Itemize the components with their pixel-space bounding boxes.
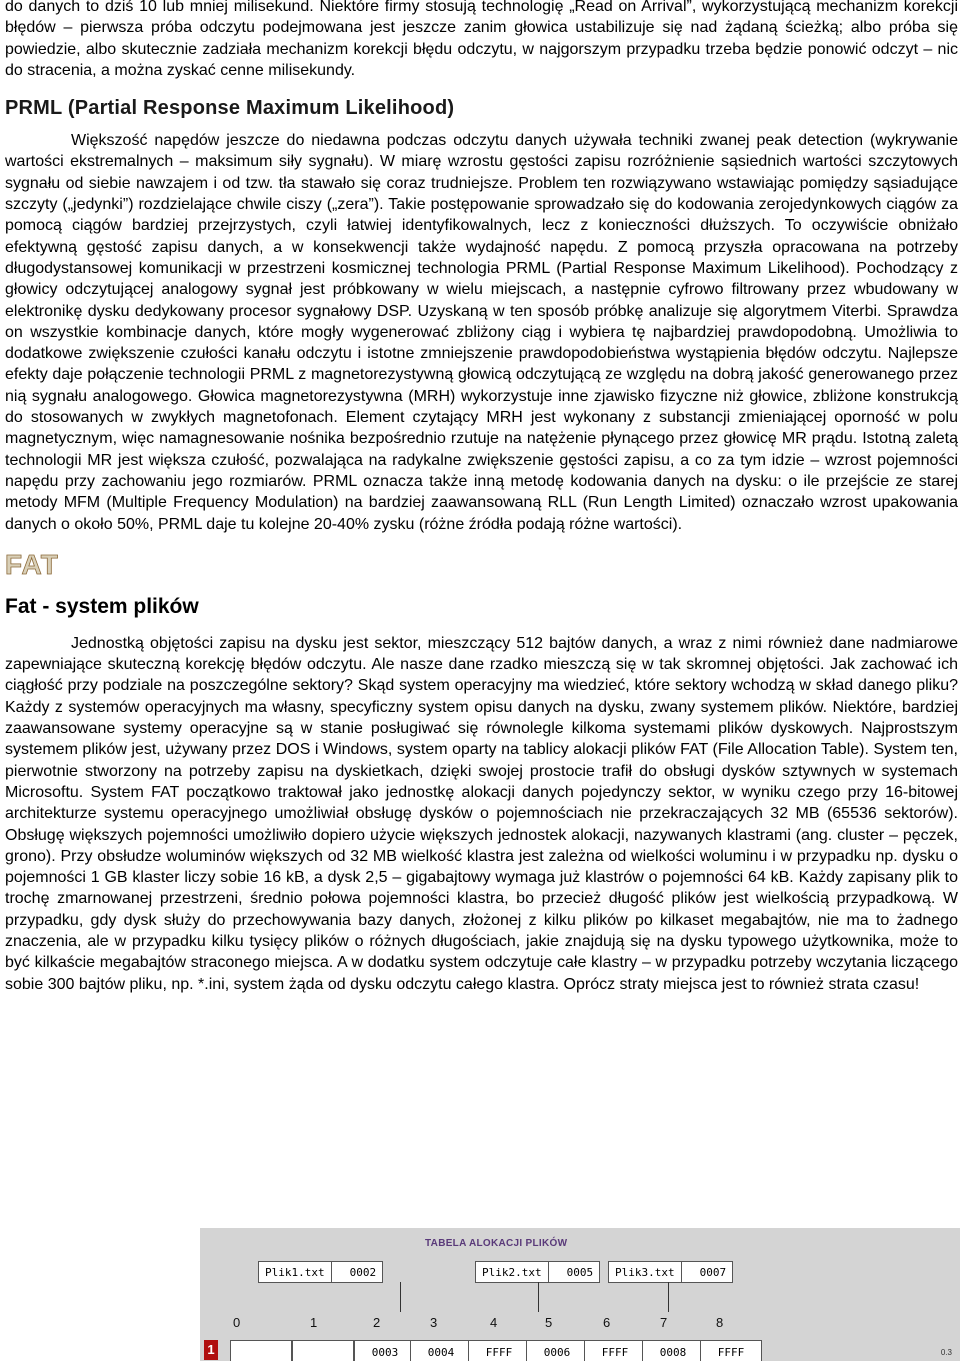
fat-table-figure (200, 1228, 960, 1361)
cluster-number: 7 (660, 1315, 668, 1330)
fat-cell: 0008 (642, 1340, 704, 1361)
cluster-number: 8 (716, 1315, 724, 1330)
cluster-number: 3 (430, 1315, 438, 1330)
file-name: Plik3.txt (615, 1265, 675, 1279)
figure-badge: 1 (204, 1340, 218, 1360)
fat-cell: FFFF (700, 1340, 762, 1361)
fat-cell: 0006 (526, 1340, 588, 1361)
figure-title: TABELA ALOKACJI PLIKÓW (425, 1238, 568, 1249)
cluster-number: 2 (373, 1315, 381, 1330)
cluster-number: 4 (490, 1315, 498, 1330)
prml-paragraph: Większość napędów jeszcze do niedawna podczas odczytu danych używała techniki zwanej peak detection (wykrywanie wartości ekstremalnych – maksimum siły sygnału). W miarę wzrostu gęstości zapisu rozróżnienie sąsiednich wartości szczytowych sygnału od siebie nawzajem i od tzw. tła stawało się coraz trudniejsze. Problem ten rozwiązywano wstawiając pomiędzy sąsiadujące szczyty („jedynki”) rozdzielające chwile ciszy („zera”). Takie postępowanie sprowadzało się do kodowania zerojedynkowych ciągów za pomocą ciągów bardziej przejrzystych, czyli łatwiej identyfikowalnych, lecz z konieczności dłuższych. To oczywiście obniżało efektywną gęstość zapisu danych, a w konsekwencji także wydajność napędu. Z pomocą przyszła opracowana na potrzeby długodystansowej komunikacji w przestrzeni kosmicznej technologia PRML (Partial Response Maximum Likelihood). Pochodzący z głowicy odczytującej analogowy sygnał jest próbkowany w wielu miejscach, a następnie cyfrowo filtrowany przez wbudowany w elektronikę dysku dedykowany procesor sygnałowy DSP. Uzyskaną w ten sposób próbkę analizuje się algorytmem Viterbi. Sprawdza on wszystkie kombinacje danych, które mogły wygenerować zbliżony ciąg i wybiera tę najbardziej prawdopodobną. Umożliwia to dodatkowe zwiększenie czułości kanału odczytu i istotne zmniejszenie prawdopodobieństwa wystąpienia błędów odczytu. Najlepsze efekty daje połączenie technologii PRML z magnetorezystywną głowicą odczytującą ze względu na dobrą jakość generowanego przez nią sygnału analogowego. Głowica magnetorezystywna (MRH) wykorzystuje inne zjawisko fizyczne niż głowice, zbliżone konstrukcją do stosowanych w zwykłych magnetofonach. Element czytający MRH jest wykonany z substancji zmieniającej oporność w polu magnetycznym, więc namagnesowanie nośnika bezpośrednio rzutuje na natężenie płynącego przez głowicę MR prądu. Istotną zaletą technologii MR jest większa czułość, pozwalająca na radykalne zwiększenie gęstości zapisu, a co za tym idzie – wzrost pojemności napędu przy zachowaniu jego rozmiarów. PRML oznacza także inną metodę kodowania danych na dysku: o ile przejście ze starej metody MFM (Multiple Frequency Modulation) na bardziej zaawansowaną RLL (Run Length Limited) oznaczało wzrost upakowania danych o około 50%, PRML daje tu kolejne 20-40% zysku (różne źródła podają różne wartości). (5, 132, 958, 533)
fat-subheading: Fat - system plików (5, 594, 199, 618)
file-start-cluster: 0002 (349, 1265, 377, 1279)
document-page (5, 0, 958, 995)
file-start-cluster: 0007 (699, 1265, 727, 1279)
pointer-arrow (538, 1282, 539, 1312)
fat-section-title: FAT (5, 548, 59, 580)
file-entry-1 (258, 1261, 383, 1283)
pointer-arrow (400, 1282, 401, 1312)
prml-heading: PRML (Partial Response Maximum Likelihood) (5, 97, 455, 120)
figure-number: 0.3 (940, 1348, 952, 1357)
file-entry-3 (608, 1261, 733, 1283)
file-name: Plik1.txt (265, 1265, 325, 1279)
file-entry-2 (475, 1261, 600, 1283)
fat-cell: 0003 (354, 1340, 416, 1361)
fat-cell: FFFF (584, 1340, 646, 1361)
cluster-number: 5 (545, 1315, 553, 1330)
intro-paragraph: do danych to dziś 10 lub mniej milisekund. Niektóre firmy stosują technologię „Read on Arrival”, wykorzystującą mechanizm korekcji błędów – pierwsza próba odczytu podejmowana jest jeszcze zanim głowica ustabilizuje się nad żądaną ścieżką; albo próba się powiedzie, albo skutecznie zadziała mechanizm korekcji błędu odczytu, w najgorszym przypadku trzeba będzie ponowić odczyt – nic do stracenia, a można zyskać cenne milisekundy. (5, 0, 958, 79)
fat-cell (230, 1340, 292, 1361)
fat-cell: FFFF (468, 1340, 530, 1361)
fat-cell (292, 1340, 354, 1361)
cluster-number: 6 (603, 1315, 611, 1330)
fat-cell: 0004 (410, 1340, 472, 1361)
pointer-arrow (668, 1282, 669, 1312)
file-start-cluster: 0005 (566, 1265, 594, 1279)
file-name: Plik2.txt (482, 1265, 542, 1279)
cluster-number: 1 (310, 1315, 318, 1330)
fat-paragraph: Jednostką objętości zapisu na dysku jest sektor, mieszczący 512 bajtów danych, a wraz z nimi również dane nadmiarowe zapewniające skuteczną korekcję błędów odczytu. Ale nasze dane rzadko mieszczą się w tak skromnej objętości. Jak zachować ich ciągłość przy podziale na poszczególne sektory? Skąd system operacyjny ma wiedzieć, które sektory wchodzą w skład danego pliku? Każdy z systemów operacyjnych ma własny, specyficzny system opisu danych na dysku, zwany systemem plików. Niektóre, bardziej zaawansowane systemy operacyjne są w stanie posługiwać się równolegle kilkoma systemami plików dyskowych. Najprostszym systemem plików jest, używany przez DOS i Windows, system oparty na tablicy alokacji plików FAT (File Allocation Table). System ten, pierwotnie stworzony na potrzeby zapisu na dyskietkach, dzięki swojej prostocie trafił do obsługi dysków sztywnych w systemach Microsoftu. System FAT początkowo traktował jako jednostkę alokacji danych pojedynczy sektor, w wyniku czego przy 16-bitowej architekturze systemu operacyjnego umożliwiał obsługę dysków o pojemnościach nie przekraczających 32 MB (65536 sektorów). Obsługę większych pojemności umożliwiło dopiero użycie większych jednostek alokacji, nazywanych klastrami (ang. cluster – pęczek, grono). Przy obsłudze woluminów większych od 32 MB wielkość klastra jest zależna od wielkości woluminu i w przypadku np. dysku o pojemności 1 GB klaster liczy sobie 16 kB, a dysk 2,5 – gigabajtowy wymaga już klastrów o pojemności 64 kB. Każdy zapisany plik to trochę zmarnowanej przestrzeni, średnio połowa pojemności klastra, bo przecież długość plików jest wielkością przypadkową. W przypadku, gdy dysk służy do przechowywania bazy danych, złożonej z kilku plików po kilkaset megabajtów, nie ma to żadnego znaczenia, ale w przypadku kilku tysięcy plików o różnych długościach, jakie znajdują się na dysku typowego użytkownika, może to być kilkaście megabajtów straconego miejsca. A w dodatku system odczytuje całe klastry – w przypadku potrzeby wczytania liczącego sobie 300 bajtów pliku, np. *.ini, system żąda od dysku odczytu całego klastra. Oprócz straty miejsca jest to również strata czasu! (5, 634, 958, 993)
cluster-number: 0 (233, 1315, 241, 1330)
